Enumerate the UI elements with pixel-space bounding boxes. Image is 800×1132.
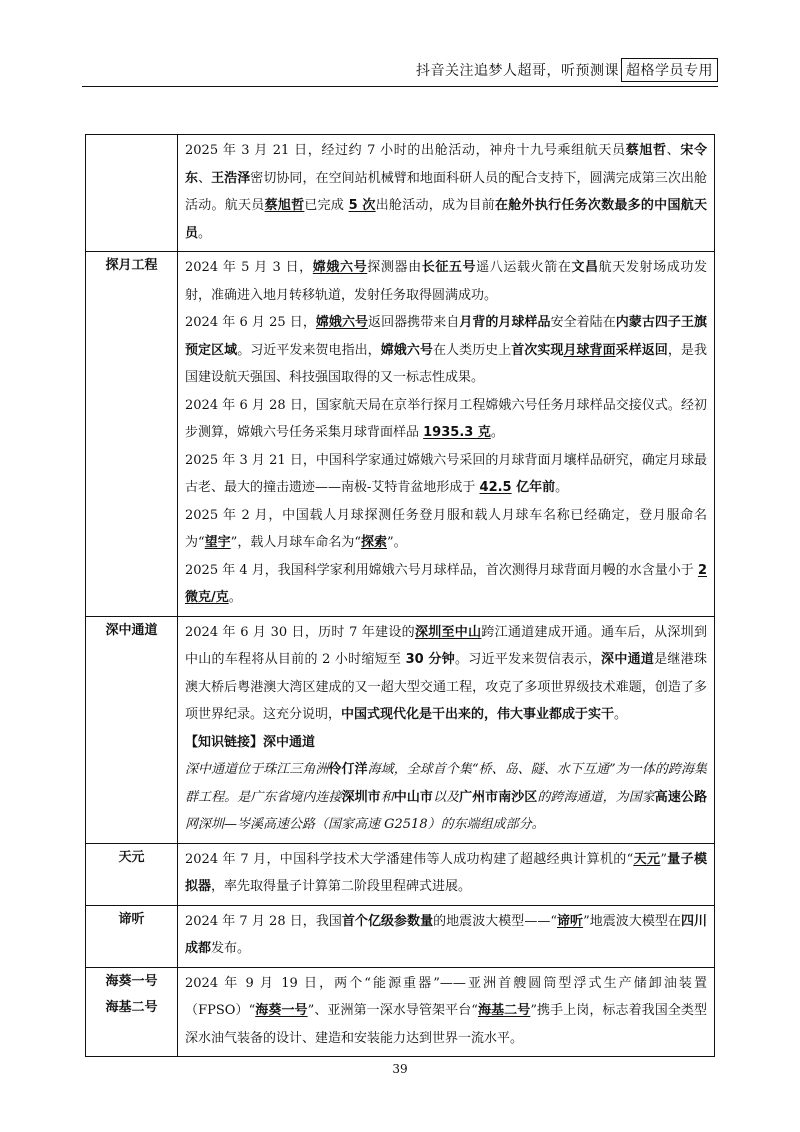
- key-term: 亿年前: [511, 480, 556, 495]
- row-label: [86, 135, 178, 252]
- row-label-line: 谛听: [118, 911, 145, 927]
- table-row: [86, 252, 715, 617]
- text-run: 2024 年 7 月 28 日，我国: [185, 913, 342, 929]
- row-content: [178, 843, 715, 905]
- text-run: 、: [666, 143, 681, 158]
- text-run: ”，载人月球车命名为“: [230, 535, 361, 550]
- row-content: [178, 135, 715, 252]
- key-term: 长征五号: [421, 260, 477, 275]
- key-term: 文昌: [571, 260, 599, 275]
- text-run: 的跨海通道，为国家: [537, 789, 655, 805]
- text-run: 遥八运载火箭在: [476, 260, 572, 275]
- text-run: 、: [198, 170, 212, 186]
- table-row: [86, 616, 715, 843]
- row-content: [178, 252, 715, 617]
- key-term: 内蒙古四子王旗预定区域: [185, 315, 707, 358]
- text-run: 2025 年 2 月，中国载人月球探测任务登月服和载人月球车名称已经确定，登月服命名为“: [185, 507, 707, 550]
- paragraph: [185, 619, 707, 729]
- key-term: 中山市: [393, 789, 433, 805]
- row-content: [178, 616, 715, 843]
- paragraph: [185, 557, 707, 612]
- key-term: 深圳市: [341, 789, 381, 805]
- key-term: 高速公路: [654, 789, 707, 805]
- text-run: 在人类历史上: [432, 342, 512, 358]
- text-run: 安全着陆在: [550, 315, 616, 330]
- key-term: 深中通道: [601, 652, 655, 667]
- key-term-underlined: 月球背面: [563, 342, 616, 358]
- key-term-underlined: 5 次: [348, 198, 376, 213]
- text-run: 密切协同，在空间站机械臂和地面科研人员的配合支持下，圆满完成第三次出舱活动。航天员: [185, 170, 707, 213]
- row-label: [86, 252, 178, 617]
- row-content: [178, 905, 715, 967]
- text-run: ”: [660, 851, 667, 867]
- paragraph: [185, 137, 707, 247]
- text-run: 返回器携带来自: [368, 315, 460, 330]
- key-term: 首个亿级参数量: [341, 913, 434, 929]
- key-term: 30 分钟: [405, 652, 456, 667]
- text-run: 。: [490, 425, 504, 440]
- table-row: [86, 905, 715, 967]
- key-term-underlined: 深圳至中山: [414, 624, 482, 640]
- text-run: 深中通道位于珠江三角洲: [185, 762, 329, 777]
- key-term-underlined: 1935.3 克: [423, 425, 491, 440]
- paragraph: [185, 502, 707, 557]
- row-label-line: 海基二号: [105, 999, 158, 1015]
- key-term: 四川成都: [185, 913, 707, 956]
- row-content: [178, 967, 715, 1057]
- header-tag: 超格学员专用: [621, 58, 718, 82]
- text-run: 2024 年 9 月 19 日，两个“能源重器”——亚洲首艘圆筒型浮式生产储卸油装置（FPSO）“: [185, 975, 707, 1018]
- header-prefix: 抖音关注追梦人超哥，听预测课: [416, 63, 619, 79]
- text-run: 。: [555, 480, 569, 495]
- text-run: 海域，全球首个集“桥、岛、隧、水下互通”为一体的跨海集群工程。是广东省境内连接: [185, 762, 707, 805]
- content-table: [85, 134, 715, 1057]
- row-label-line: 探月工程: [105, 258, 158, 273]
- row-label-line: 海葵一号: [105, 973, 158, 989]
- key-term: 中国式现代化是干出来的，伟大事业都成于实干: [341, 707, 615, 722]
- key-term: 蔡旭哲: [625, 143, 667, 158]
- page-number: 39: [392, 1062, 408, 1076]
- key-term: 首次实现: [511, 342, 564, 358]
- key-term-underlined: 谛听: [556, 913, 584, 929]
- text-run: 2025 年 3 月 21 日，经过约 7 小时的出舱活动，神舟十九号乘组航天员: [185, 143, 626, 158]
- paragraph: [185, 309, 707, 392]
- paragraph: [185, 908, 707, 963]
- text-run: 。: [228, 590, 242, 605]
- text-run: 。习近平发来贺信表示，: [455, 652, 602, 667]
- paragraph: [185, 970, 707, 1053]
- key-term-underlined: 蔡旭哲: [264, 198, 305, 213]
- text-run: 已完成: [304, 198, 349, 213]
- paragraph: [185, 392, 707, 447]
- paragraph: [185, 846, 707, 901]
- row-label-line: 深中通道: [105, 622, 158, 638]
- key-term-underlined: 天元: [633, 851, 661, 867]
- text-run: ，率先取得量子计算第二阶段里程碑式进展。: [211, 879, 472, 894]
- row-label: [86, 905, 178, 967]
- text-run: 探测器由: [367, 260, 422, 275]
- table-row: [86, 967, 715, 1057]
- text-run: ”地震波大模型在: [583, 913, 681, 929]
- page-header: [416, 58, 718, 82]
- text-run: ”。: [386, 535, 407, 550]
- key-term: 月背的月球样品: [459, 315, 551, 330]
- paragraph: [185, 447, 707, 502]
- text-run: 2024 年 7 月，中国科学技术大学潘建伟等人成功构建了超越经典计算机的“: [185, 851, 634, 867]
- text-run: 网深圳—岑溪高速公路（国家高速 G2518）的东端组成部分。: [185, 817, 545, 832]
- key-term: 王浩泽: [211, 170, 251, 186]
- text-run: 航天发射场成功发射，准确进入地月转移轨道，发射任务取得圆满成功。: [185, 260, 707, 303]
- key-term-underlined: 望宇: [204, 535, 231, 550]
- text-run: 是继港珠澳大桥后粤港澳大湾区建成的又一超大型交通工程，攻克了多项世界级技术难题，创造了多项世界纪录。这充分说明，: [185, 652, 707, 722]
- text-run: 2025 年 3 月 21 日，中国科学家通过嫦娥六号采回的月球背面月壤样品研究，确定月球最古老、最大的撞击遗迹——南极-艾特肯盆地形成于: [185, 452, 707, 495]
- key-term: 宋令东: [185, 143, 707, 186]
- table-row: [86, 843, 715, 905]
- header-rule: [82, 86, 718, 87]
- text-run: 2024 年 6 月 30 日，历时 7 年建设的: [185, 624, 415, 640]
- row-label-line: 天元: [118, 849, 145, 865]
- text-run: 的地震波大模型——“: [433, 913, 557, 929]
- text-run: ”携手上岗，标志着我国全类型深水油气装备的设计、建造和安装能力达到世界一流水平。: [185, 1003, 707, 1046]
- key-term: 量子模拟器: [185, 851, 707, 894]
- key-term: 广州市南沙区: [459, 789, 538, 805]
- key-term-underlined: 2 微克/克: [185, 562, 707, 605]
- text-run: 。: [614, 707, 628, 722]
- text-run: 。习近平发来贺电指出，: [237, 342, 381, 358]
- key-term-underlined: 嫦娥六号: [312, 260, 368, 275]
- key-term-underlined: 42.5: [479, 480, 512, 495]
- text-run: ，是我国建设航天强国、科技强国取得的又一标志性成果。: [185, 342, 707, 385]
- text-run: 2024 年 6 月 25 日，: [185, 315, 316, 330]
- row-label: [86, 843, 178, 905]
- text-run: 。: [198, 225, 212, 241]
- key-term: 采样返回: [615, 342, 668, 358]
- key-term-underlined: 海葵一号: [255, 1003, 308, 1018]
- knowledge-link-paragraph: [185, 756, 707, 839]
- key-term-underlined: 海基二号: [477, 1003, 531, 1018]
- text-run: 以及: [432, 789, 460, 805]
- key-term-underlined: 探索: [360, 535, 387, 550]
- text-run: 跨江通道建成开通。通车后，从深圳到中山的车程将从目前的 2 小时缩短至: [185, 624, 707, 667]
- text-run: 2024 年 5 月 3 日，: [185, 260, 313, 275]
- key-term-underlined: 嫦娥六号: [315, 315, 369, 330]
- table-row: [86, 135, 715, 252]
- text-run: 2025 年 4 月，我国科学家利用嫦娥六号月球样品，首次测得月球背面月幔的水含量小于: [185, 562, 698, 578]
- text-run: 发布。: [211, 941, 251, 956]
- text-run: 和: [380, 789, 394, 805]
- key-term: 嫦娥六号: [380, 342, 433, 358]
- key-term: 伶仃洋: [328, 762, 368, 777]
- row-label: [86, 616, 178, 843]
- text-run: ”、亚洲第一深水导管架平台“: [307, 1003, 478, 1018]
- text-run: 出舱活动，成为目前: [375, 198, 496, 213]
- row-label: [86, 967, 178, 1057]
- text-run: 2024 年 6 月 28 日，国家航天局在京举行探月工程嫦娥六号任务月球样品交接仪式。经初步测算，嫦娥六号任务采集月球背面样品: [185, 397, 707, 440]
- paragraph: [185, 254, 707, 309]
- knowledge-link-heading: 【知识链接】深中通道: [185, 734, 316, 750]
- key-term: 在舱外执行任务次数最多的中国航天员: [185, 198, 707, 241]
